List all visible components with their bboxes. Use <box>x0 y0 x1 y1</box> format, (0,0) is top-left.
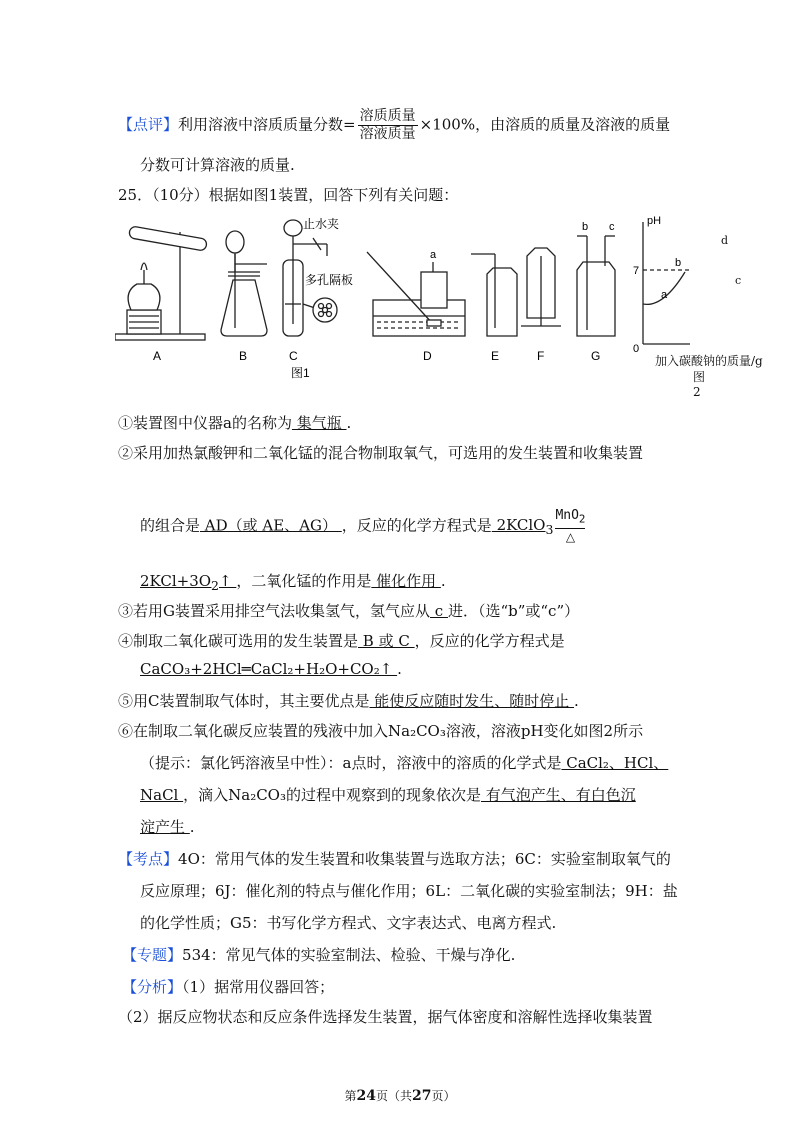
q5-answer: 能使反应随时发生、随时停止 <box>369 692 575 710</box>
q2-answer-equation: 2KClO$_3$ <box>491 516 554 538</box>
figure-2-caption: 图2 <box>693 370 706 399</box>
review-tag: 【点评】 <box>118 115 179 134</box>
q3-answer: c <box>430 602 448 620</box>
chart-ylabel: pH <box>647 215 662 227</box>
chart-point-d: d <box>721 234 729 247</box>
review-text-cont: ×100%，由溶质的质量及溶液的质量 <box>419 115 671 134</box>
question-title: 25．（10分）根据如图1装置，回答下列有关问题： <box>118 186 459 204</box>
mass-fraction: $\frac{\text{溶质质量}}{\text{溶液质量}}$ <box>359 108 416 142</box>
label-g-c: c <box>609 221 615 233</box>
label-a: a <box>430 249 437 261</box>
q2-line-3: $2KCl+3O_2↑$ ，二氧化锰的作用是 催化作用 . <box>140 572 446 593</box>
q6-answer-solutes-cont: NaCl <box>140 786 184 804</box>
q2-answer-products: $2KCl+3O_2↑$ <box>140 572 237 593</box>
chart-origin: 0 <box>633 343 640 355</box>
q4-line-1: ④制取二氧化碳可选用的发生装置是 B 或 C ，反应的化学方程式是 <box>118 632 565 650</box>
fenxi-line-2: （2）据反应物状态和反应条件选择发生装置，据气体密度和溶解性选择收集装置 <box>118 1008 653 1026</box>
review-line-2: 分数可计算溶液的质量. <box>140 156 295 174</box>
q6-line-4: 淀产生 . <box>140 818 195 836</box>
total-pages: 27 <box>412 1088 432 1104</box>
q6-answer-phenomena-cont: 淀产生 <box>140 818 190 836</box>
q3-line: ③若用G装置采用排空气法收集氢气，氢气应从 c 进．（选“b”或“c”） <box>118 602 580 620</box>
label-g-b: b <box>582 221 589 233</box>
apparatus-figure <box>115 212 763 399</box>
label-F: F <box>537 349 545 363</box>
kaodian-line-2: 反应原理；6J：催化剂的特点与催化作用；6L：二氧化碳的实验室制法；9H：盐 <box>140 882 678 900</box>
page-number: 24 <box>356 1088 376 1104</box>
figure-1-caption: 图1 <box>291 366 310 380</box>
q2-line-1: ②采用加热氯酸钾和二氧化锰的混合物制取氧气，可选用的发生装置和收集装置 <box>118 444 644 462</box>
q5-line: ⑤用C装置制取气体时，其主要优点是 能使反应随时发生、随时停止 . <box>118 692 579 710</box>
q6-answer-phenomena: 有气泡产生、有白色沉 <box>481 786 636 804</box>
q2-answer-apparatus: AD（或 AE、AG） <box>200 516 342 535</box>
chart-point-a: a <box>661 289 668 301</box>
q6-line-2: （提示：氯化钙溶液呈中性）：a点时，溶液中的溶质的化学式是 CaCl₂、HCl、 <box>140 754 669 772</box>
review-line-1 <box>118 108 800 143</box>
q6-line-3: NaCl ，滴入Na₂CO₃的过程中观察到的现象依次是 有气泡产生、有白色沉 <box>140 786 636 804</box>
label-D: D <box>423 349 432 363</box>
chart-point-b: b <box>675 257 682 269</box>
label-E: E <box>491 349 500 363</box>
q1-line: ①装置图中仪器a的名称为 集气瓶 . <box>118 414 352 432</box>
zhuanti-tag: 【专题】 <box>122 946 183 964</box>
chart-xlabel: 加入碳酸钠的质量/g <box>655 354 763 368</box>
kaodian-tag: 【考点】 <box>118 850 179 868</box>
fenxi-tag: 【分析】 <box>122 978 183 996</box>
q6-line-1: ⑥在制取二氧化碳反应装置的残液中加入Na₂CO₃溶液，溶液pH变化如图2所示 <box>118 722 644 740</box>
kaodian-line-3: 的化学性质；G5：书写化学方程式、文字表达式、电离方程式. <box>140 914 557 932</box>
fenxi-line-1: 【分析】（1）据常用仪器回答； <box>122 978 335 996</box>
q2-answer-role: 催化作用 <box>371 572 441 590</box>
q4-answer: B 或 C <box>358 632 415 650</box>
q1-answer: 集气瓶 <box>291 414 347 432</box>
label-B: B <box>239 349 248 363</box>
q4-line-2: CaCO₃+2HCl═CaCl₂+H₂O+CO₂↑ . <box>140 660 402 678</box>
label-G: G <box>591 349 601 363</box>
page-footer: 第24页（共27页） <box>344 1088 456 1104</box>
label-perforated-plate: 多孔隔板 <box>305 273 354 287</box>
zhuanti-line: 【专题】534：常见气体的实验室制法、检验、干燥与净化. <box>122 946 516 964</box>
label-C: C <box>289 349 298 363</box>
apparatus-drawing <box>115 212 690 387</box>
q4-equation: CaCO₃+2HCl═CaCl₂+H₂O+CO₂↑ <box>140 660 398 678</box>
q2-line-2: 的组合是 AD（或 AE、AG） ，反应的化学方程式是 2KClO$_3$ MnO$_2$ △ <box>140 508 586 544</box>
chart-point-c: c <box>735 274 742 287</box>
label-A: A <box>153 349 162 363</box>
reaction-condition: MnO$_2$ △ <box>555 508 586 544</box>
q6-answer-solutes: CaCl₂、HCl、 <box>561 754 669 772</box>
review-text: 利用溶液中溶质质量分数= <box>178 115 356 134</box>
label-clamp: 止水夹 <box>303 217 340 231</box>
kaodian-line-1: 【考点】4O：常用气体的发生装置和收集装置与选取方法；6C：实验室制取氧气的 <box>118 850 671 868</box>
chart-tick-7: 7 <box>633 265 640 277</box>
